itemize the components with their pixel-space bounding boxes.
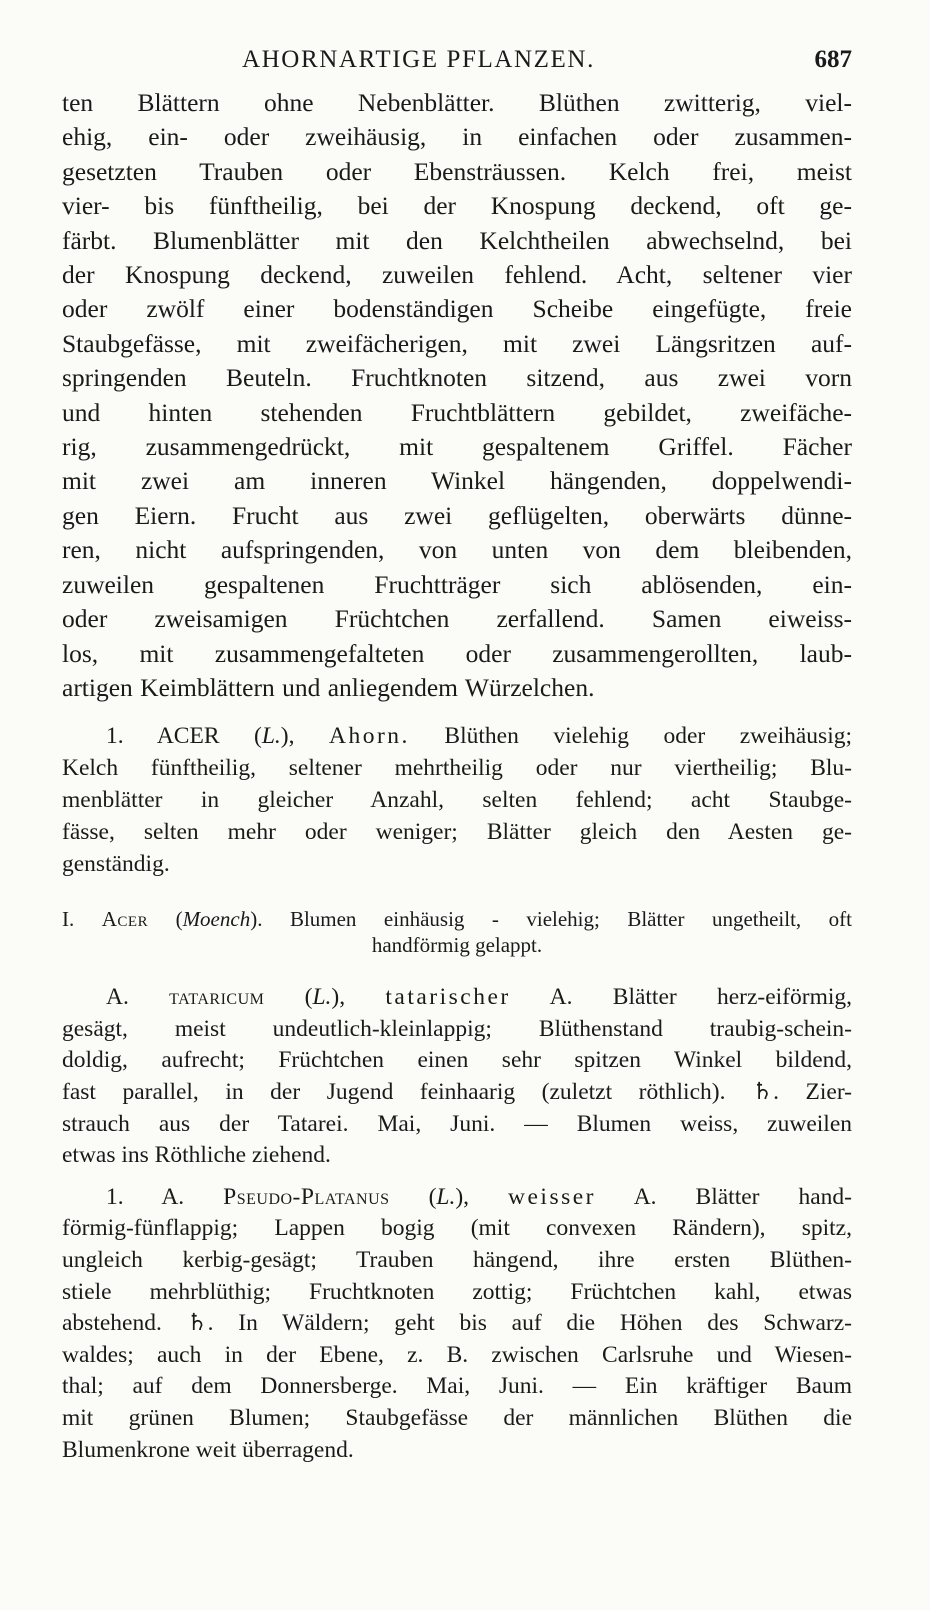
species-authority: L. (312, 984, 332, 1011)
genus-text: Blüthen vielehig oder zweihäusig; (409, 723, 852, 750)
text-line: stiele mehrblüthig; Fruchtknoten zottig; Früchtchen kahl, etwas (62, 1278, 852, 1305)
text-line: der Knospung deckend, zuweilen fehlend. Acht, seltener vier (62, 260, 852, 290)
page-header (62, 40, 852, 86)
species-heading-line: A. tataricum (L.), tatarischer A. Blätter herz-eiförmig, (106, 984, 853, 1011)
text-line: genständig. (62, 850, 170, 877)
section-heading (62, 906, 852, 958)
section-number: I. (62, 907, 75, 932)
species-genus-abbrev: A. (596, 1183, 657, 1210)
species-text: Blätter hand- (656, 1183, 852, 1210)
genus-authority: L. (261, 723, 281, 750)
family-description (62, 86, 852, 705)
text-line: färbt. Blumenblätter mit den Kelchtheilen abwechselnd, bei (62, 225, 852, 255)
page-content (62, 40, 852, 1466)
text-line: und hinten stehenden Fruchtblättern gebildet, zweifäche- (62, 397, 852, 427)
genus-common-name: Ahorn. (329, 723, 410, 750)
species-common-name: weisser (508, 1183, 597, 1210)
species-common-name: tatarischer (385, 984, 511, 1011)
text-line: abstehend. ♄. In Wäldern; geht bis auf die Höhen des Schwarz- (62, 1310, 852, 1337)
section-line: handförmig gelappt. (371, 933, 543, 958)
text-line: oder zwölf einer bodenständigen Scheibe eingefügte, freie (62, 294, 852, 324)
text-line: ehig, ein- oder zweihäusig, in einfachen oder zusammen- (62, 122, 852, 152)
text-line: förmig-fünflappig; Lappen bogig (mit convexen Rändern), spitz, (62, 1215, 852, 1242)
section-authority: Moench (182, 907, 251, 932)
page-number: 687 (814, 46, 852, 73)
text-line: Blumenkrone weit überragend. (62, 1436, 354, 1463)
text-line: rig, zusammengedrückt, mit gespaltenem Griffel. Fächer (62, 432, 852, 462)
running-title: AHORNARTIGE PFLANZEN. (242, 46, 595, 73)
species-heading-line: 1. A. Pseudo-Platanus (L.), weisser A. Blätter hand- (106, 1183, 852, 1210)
text-line: Staubgefässe, mit zweifächerigen, mit zwei Längsritzen auf- (62, 328, 852, 358)
text-line: Kelch fünftheilig, seltener mehrtheilig oder nur viertheilig; Blu- (62, 755, 852, 782)
text-line: gen Eiern. Frucht aus zwei geflügelten, oberwärts dünne- (62, 500, 852, 530)
text-line: ren, nicht aufspringenden, von unten von dem bleibenden, (62, 535, 852, 565)
text-line: etwas ins Röthliche ziehend. (62, 1142, 331, 1169)
species-label: 1. A. (106, 1183, 185, 1210)
text-line: zuweilen gespaltenen Fruchtträger sich ablösenden, ein- (62, 569, 852, 599)
text-line: oder zweisamigen Früchtchen zerfallend. Samen eiweiss- (62, 604, 852, 634)
species-authority: L. (436, 1183, 456, 1210)
section-name: Acer (101, 907, 149, 932)
text-line: gesetzten Trauben oder Ebensträussen. Kelch frei, meist (62, 156, 852, 186)
text-line: ten Blättern ohne Nebenblätter. Blüthen zwitterig, viel- (62, 88, 852, 117)
text-line: gesägt, meist undeutlich-kleinlappig; Blüthenstand traubig-schein- (62, 1015, 852, 1042)
genus-number: 1. (106, 723, 124, 750)
genus-name: ACER (156, 723, 220, 750)
text-line: fast parallel, in der Jugend feinhaarig (zuletzt röthlich). ♄. Zier- (62, 1079, 852, 1106)
text-line: fässe, selten mehr oder weniger; Blätter gleich den Aesten ge- (62, 818, 852, 845)
genus-entry (62, 721, 852, 880)
text-line: thal; auf dem Donnersberge. Mai, Juni. — Ein kräftiger Baum (62, 1373, 852, 1400)
species-genus-abbrev: A. (510, 984, 573, 1011)
text-line: los, mit zusammengefalteten oder zusammengerollten, laub- (62, 638, 852, 668)
species-entry (62, 1182, 852, 1466)
section-text: . Blumen einhäusig - vielehig; Blätter ungetheilt, oft (257, 907, 852, 932)
text-line: waldes; auch in der Ebene, z. B. zwischen Carlsruhe und Wiesen- (62, 1341, 852, 1368)
text-line: artigen Keimblättern und anliegendem Würzelchen. (62, 672, 595, 702)
section-line: I. Acer (Moench). Blumen einhäusig - vielehig; Blätter ungetheilt, oft (62, 907, 852, 932)
genus-heading-line: 1. ACER (L.), Ahorn. Blüthen vielehig oder zweihäusig; (106, 723, 852, 750)
species-text: Blätter herz-eiförmig, (572, 984, 853, 1011)
text-line: mit grünen Blumen; Staubgefässe der männlichen Blüthen die (62, 1405, 852, 1432)
text-line: vier- bis fünftheilig, bei der Knospung deckend, oft ge- (62, 191, 852, 221)
species-name: tataricum (169, 984, 265, 1011)
text-line: menblätter in gleicher Anzahl, selten fehlend; acht Staubge- (62, 786, 852, 813)
text-line: strauch aus der Tatarei. Mai, Juni. — Blumen weiss, zuweilen (62, 1110, 852, 1137)
species-label: A. (106, 984, 129, 1011)
text-line: ungleich kerbig-gesägt; Trauben hängend, ihre ersten Blüthen- (62, 1247, 852, 1274)
text-line: mit zwei am inneren Winkel hängenden, doppelwendi- (62, 466, 852, 496)
text-line: doldig, aufrecht; Früchtchen einen sehr spitzen Winkel bildend, (62, 1047, 852, 1074)
text-line: springenden Beuteln. Fruchtknoten sitzend, aus zwei vorn (62, 363, 852, 393)
species-name: Pseudo-Platanus (223, 1183, 390, 1210)
species-entry (62, 982, 852, 1172)
